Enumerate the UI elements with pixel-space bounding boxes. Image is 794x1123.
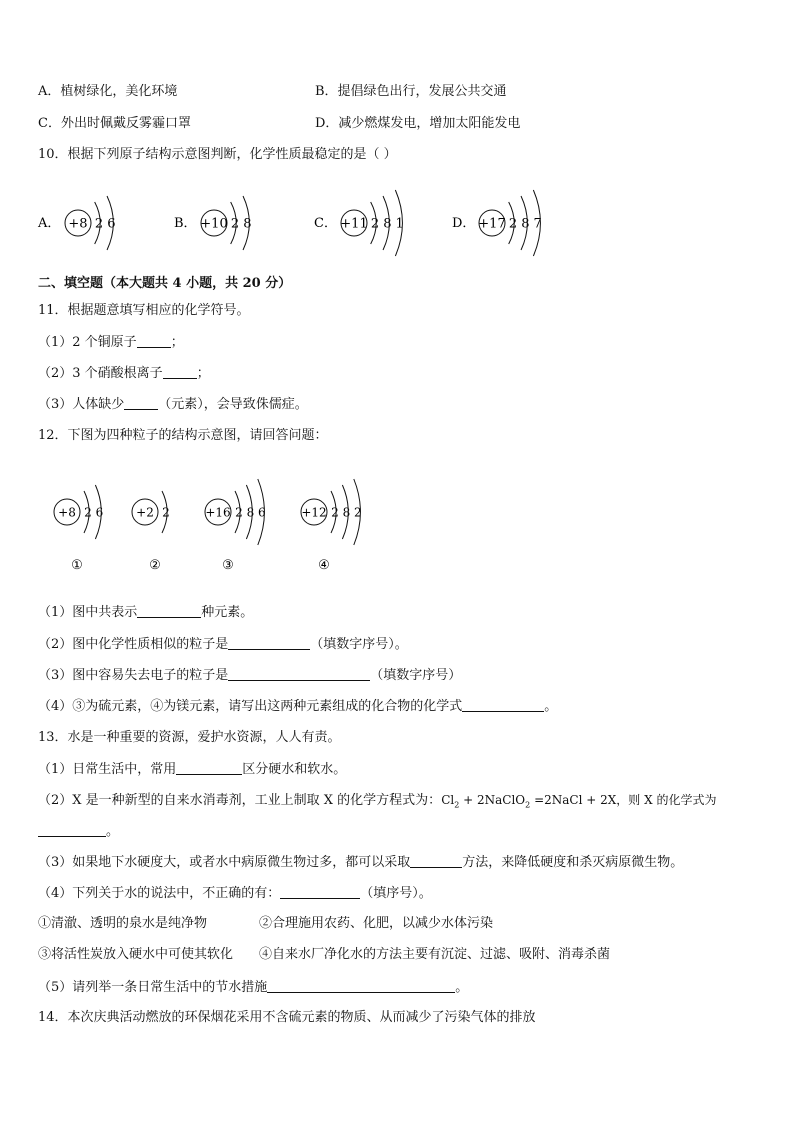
q12-particle-3-shell-1-count: 2 [235, 505, 243, 520]
q13-part3-tail: 方法，来降低硬度和杀灭病原微生物。 [462, 855, 684, 870]
q12-part1-tail: 种元素。 [201, 605, 254, 620]
q12-part3 [38, 666, 461, 685]
q12-particle-diagrams [0, 462, 794, 582]
q13-option-4: ④自来水厂净化水的方法主要有沉淀、过滤、吸附、消毒杀菌 [259, 947, 611, 962]
q13-part4 [38, 884, 432, 903]
q12-particle-number-1: ① [71, 558, 83, 573]
q13-part3 [38, 853, 683, 872]
q10-atom-4 [478, 190, 542, 256]
q13-part4-text: （4）下列关于水的说法中，不正确的有： [38, 886, 281, 901]
q11-stem: 11．根据题意填写相应的化学符号。 [38, 303, 250, 318]
eq-naclo: + 2NaClO [459, 793, 526, 807]
q10-atom-diagrams [0, 175, 794, 270]
q11-part1-tail: ； [170, 335, 184, 350]
q12-part4-text: （4）③为硫元素，④为镁元素，请写出这两种元素组成的化合物的化学式 [38, 699, 463, 714]
q13-part2-blank[interactable] [38, 822, 106, 837]
q10-stem: 10．根据下列原子结构示意图判断，化学性质最稳定的是（ ） [38, 147, 397, 162]
q10-option-label-1: A． [38, 216, 61, 231]
q10-atom-3-shell-1-count: 2 [370, 216, 380, 232]
q11-part1 [38, 333, 184, 352]
eq-end: =2NaCl + 2X，则 X 的化学式为 [530, 793, 717, 807]
q11-part1-blank[interactable] [137, 333, 171, 348]
q10-option-label-2: B． [174, 216, 197, 231]
q10-atom-1-shell-1-count: 2 [94, 216, 104, 232]
q13-part1-tail: 区分硬水和软水。 [242, 762, 347, 777]
q12-part1 [38, 603, 253, 622]
q12-part3-text: （3）图中容易失去电子的粒子是 [38, 668, 229, 683]
q11-part3-tail: （元素），会导致侏儒症。 [158, 397, 308, 412]
q12-stem: 12．下图为四种粒子的结构示意图，请回答问题： [38, 428, 328, 443]
q10-option-label-4: D． [452, 216, 476, 231]
q13-part1-blank[interactable] [176, 760, 242, 775]
q13-option-2: ②合理施用农药、化肥，以减少水体污染 [259, 916, 494, 931]
q10-atom-4-shell-2-count: 8 [521, 216, 530, 232]
q11-part1-text: （1）2 个铜原子 [38, 335, 137, 350]
q12-particle-1-shell-1-count: 2 [84, 505, 92, 520]
q12-particle-1-shell-2-count: 6 [95, 505, 104, 520]
q10-atom-3-shell-3-count: 1 [395, 216, 404, 232]
eq-cl-sub: 2 [454, 800, 460, 810]
q11-part2-blank[interactable] [163, 364, 197, 379]
q9-option-a: A．植树绿化，美化环境 [38, 84, 178, 99]
q13-stem: 13．水是一种重要的资源，爱护水资源，人人有责。 [38, 730, 341, 745]
q11-part3 [38, 395, 308, 414]
q12-part4-tail: 。 [544, 699, 558, 714]
section-title: 二、填空题（本大题共 4 小题，共 20 分） [38, 276, 292, 291]
q12-part1-blank[interactable] [137, 603, 201, 618]
q10-atom-2-shell-1-count: 2 [230, 216, 240, 232]
q13-option-1: ①清澈、透明的泉水是纯净物 [38, 916, 208, 931]
q10-atom-1-shell-2-count: 6 [107, 216, 116, 232]
q14-stem: 14．本次庆典活动燃放的环保烟花采用不含硫元素的物质、从而减少了污染气体的排放 [38, 1010, 536, 1025]
q12-part2-tail: （填数字序号）。 [310, 637, 408, 652]
q12-particle-2-shell-1-count: 2 [162, 505, 170, 520]
q10-atom-2-shell-2-count: 8 [243, 216, 252, 232]
q12-part1-text: （1）图中共表示 [38, 605, 138, 620]
q12-part2-blank[interactable] [228, 635, 310, 650]
q13-part2-text: （2）X 是一种新型的自来水消毒剂，工业上制取 X 的化学方程式为： [38, 793, 442, 808]
q10-atom-3-nucleus-charge: +11 [340, 216, 368, 232]
q11-part2-tail: ； [196, 366, 210, 381]
q11-part3-blank[interactable] [124, 395, 158, 410]
q12-particle-number-3: ③ [222, 558, 234, 573]
q12-particle-1-nucleus-charge: +8 [58, 505, 76, 520]
q12-svg [0, 462, 794, 582]
q13-part5 [38, 978, 468, 997]
q12-particle-3-nucleus-charge: +16 [205, 505, 231, 520]
q13-part2 [38, 791, 716, 814]
q13-part3-blank[interactable] [410, 853, 462, 868]
eq-cl: Cl [441, 793, 455, 807]
q13-part2-answer [38, 822, 119, 841]
q9-option-d: D．减少燃煤发电，增加太阳能发电 [315, 116, 521, 131]
q12-particle-4-shell-3-count: 2 [353, 505, 362, 520]
q12-particle-4 [301, 479, 362, 545]
q13-equation [441, 793, 717, 810]
q13-part5-blank[interactable] [267, 978, 455, 993]
q10-atom-2 [200, 196, 251, 250]
q10-atom-1-nucleus-charge: +8 [68, 216, 88, 232]
q12-part3-tail: （填数字序号） [370, 668, 462, 683]
q12-particle-4-nucleus-charge: +12 [301, 505, 327, 520]
q13-part4-tail: （填序号）。 [360, 886, 432, 901]
q10-option-label-3: C． [314, 216, 337, 231]
q10-atom-4-nucleus-charge: +17 [478, 216, 506, 232]
q12-particle-number-2: ② [149, 558, 161, 573]
q12-particle-3 [205, 479, 266, 545]
q13-part5-tail: 。 [455, 980, 469, 995]
q9-option-c: C．外出时佩戴反雾霾口罩 [38, 116, 191, 131]
q12-particle-4-shell-1-count: 2 [331, 505, 339, 520]
q12-particle-3-shell-2-count: 8 [246, 505, 255, 520]
q9-option-b: B．提倡绿色出行，发展公共交通 [315, 84, 507, 99]
q13-part1 [38, 760, 346, 779]
q12-part2-text: （2）图中化学性质相似的粒子是 [38, 637, 229, 652]
q10-atom-4-shell-3-count: 7 [533, 216, 542, 232]
q13-part1-text: （1）日常生活中，常用 [38, 762, 177, 777]
q12-particle-number-4: ④ [318, 558, 330, 573]
q12-part4 [38, 697, 557, 716]
q12-part2 [38, 635, 408, 654]
q13-part3-text: （3）如果地下水硬度大，或者水中病原微生物过多，都可以采取 [38, 855, 411, 870]
q12-particle-3-shell-3-count: 6 [257, 505, 266, 520]
q12-part3-blank[interactable] [228, 666, 370, 681]
q11-part2 [38, 364, 210, 383]
q10-svg [0, 175, 794, 270]
q12-part4-blank[interactable] [462, 697, 544, 712]
q13-part5-text: （5）请列举一条日常生活中的节水措施 [38, 980, 268, 995]
q12-particle-4-shell-2-count: 8 [342, 505, 351, 520]
q13-part4-blank[interactable] [280, 884, 360, 899]
q12-particle-2-nucleus-charge: +2 [136, 505, 154, 520]
q13-option-3: ③将活性炭放入硬水中可使其软化 [38, 947, 234, 962]
eq-naclo-sub: 2 [525, 800, 531, 810]
q10-atom-3-shell-2-count: 8 [383, 216, 392, 232]
q13-part2-tail: 。 [106, 824, 120, 839]
q11-part3-text: （3）人体缺少 [38, 397, 125, 412]
q12-particle-2 [132, 491, 170, 533]
q10-atom-3 [340, 190, 404, 256]
q12-particle-1 [54, 485, 103, 539]
q11-part2-text: （2）3 个硝酸根离子 [38, 366, 163, 381]
q10-atom-2-nucleus-charge: +10 [200, 216, 228, 232]
q10-atom-4-shell-1-count: 2 [508, 216, 518, 232]
q10-atom-1 [65, 196, 115, 250]
